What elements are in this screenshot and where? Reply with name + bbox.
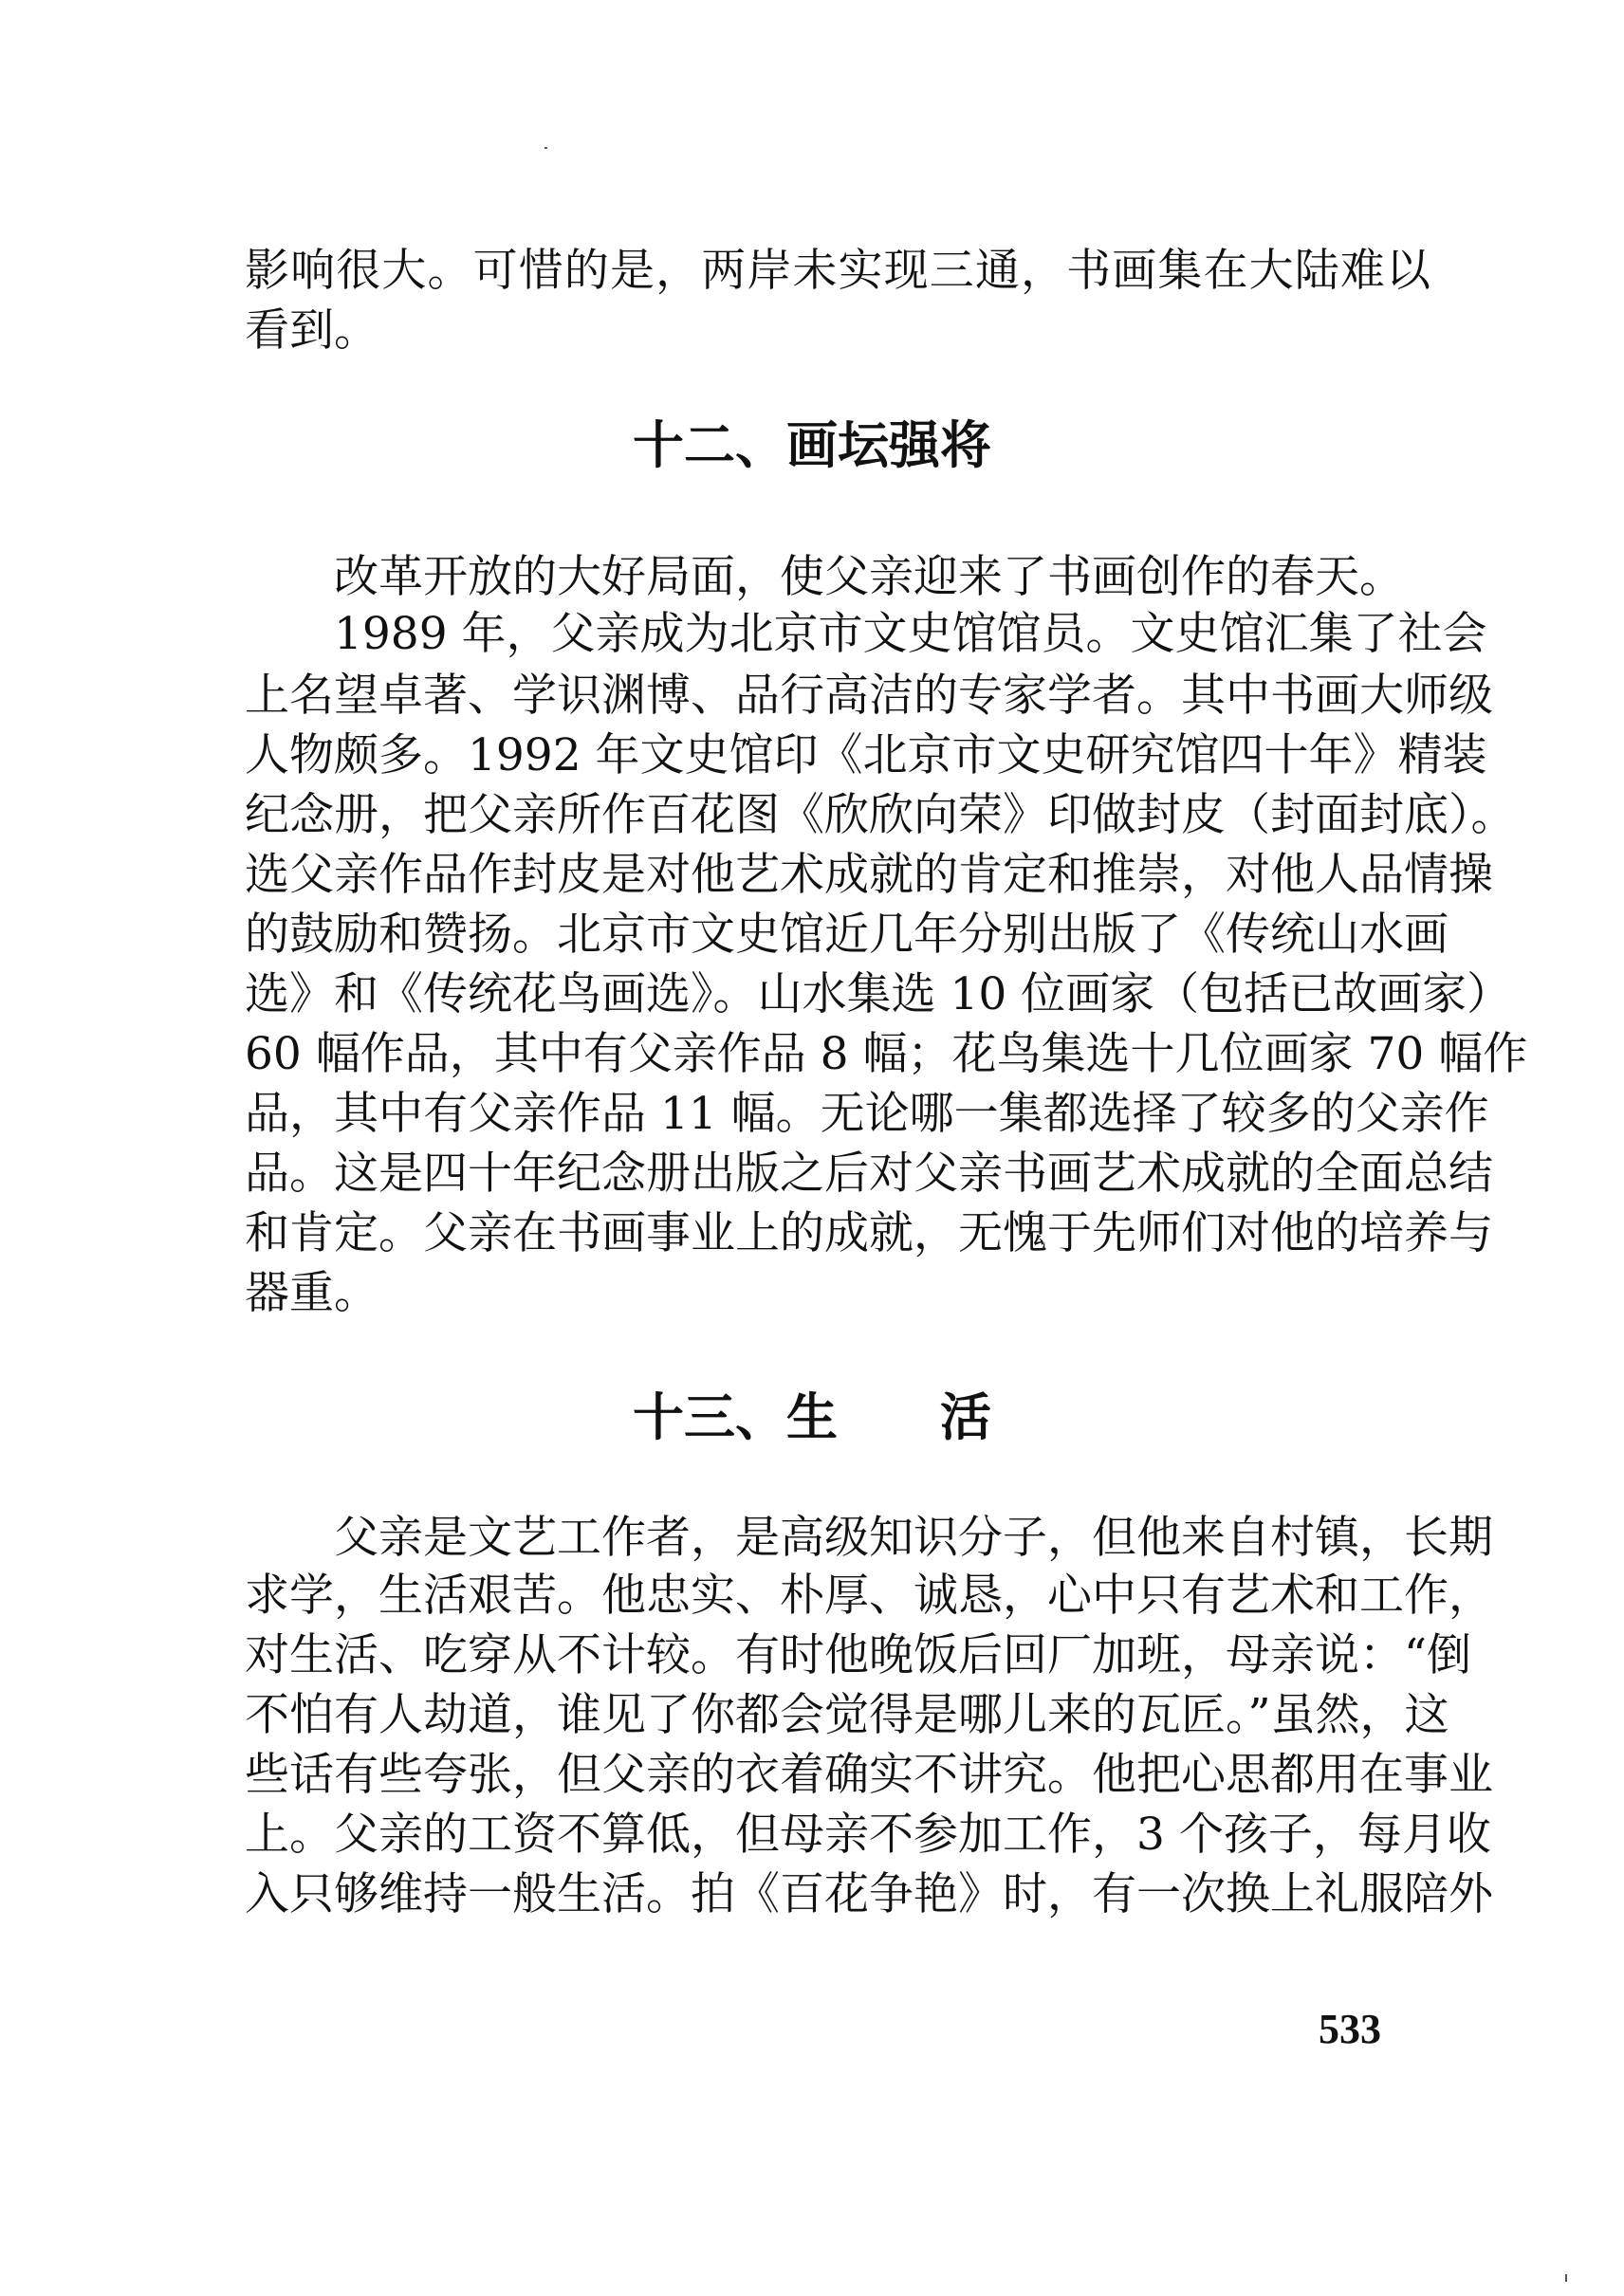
text-line: 求学，生活艰苦。他忠实、朴厚、诚恳，心中只有艺术和工作， xyxy=(245,1570,1493,1622)
text-line: 选》和《传统花鸟画选》。山水集选 10 位画家（包括已故画家） xyxy=(245,968,1512,1020)
section-heading-13: 十三、生 活 xyxy=(633,1387,991,1447)
text-line: 父亲是文艺工作者，是高级知识分子，但他来自村镇，长期 xyxy=(334,1512,1493,1564)
text-line: 影响很大。可惜的是，两岸未实现三通，书画集在大陆难以 xyxy=(245,245,1430,297)
text-line: 品。这是四十年纪念册出版之后对父亲书画艺术成就的全面总结 xyxy=(245,1148,1493,1200)
text-line: 1989 年，父亲成为北京市文史馆馆员。文史馆汇集了社会 xyxy=(334,608,1487,660)
scan-speck xyxy=(544,147,547,149)
text-line: 品，其中有父亲作品 11 幅。无论哪一集都选择了较多的父亲作 xyxy=(245,1088,1489,1140)
scan-speck xyxy=(1565,2274,1567,2282)
text-line: 些话有些夸张，但父亲的衣着确实不讲究。他把心思都用在事业 xyxy=(245,1749,1493,1801)
page-number: 533 xyxy=(1319,2006,1381,2052)
text-line: 不怕有人劫道，谁见了你都会觉得是哪儿来的瓦匠。”虽然，这 xyxy=(245,1689,1449,1741)
text-line: 上。父亲的工资不算低，但母亲不参加工作，3 个孩子，每月收 xyxy=(245,1809,1491,1861)
text-line: 纪念册，把父亲所作百花图《欣欣向荣》印做封皮（封面封底）。 xyxy=(245,789,1516,841)
text-line: 看到。 xyxy=(245,304,378,357)
text-line: 入只够维持一般生活。拍《百花争艳》时，有一次换上礼服陪外 xyxy=(245,1868,1493,1920)
section-heading-12: 十二、画坛强将 xyxy=(633,415,991,475)
text-line: 和肯定。父亲在书画事业上的成就，无愧于先师们对他的培养与 xyxy=(245,1207,1493,1259)
text-line: 对生活、吃穿从不计较。有时他晚饭后回厂加班，母亲说：“倒 xyxy=(245,1629,1472,1681)
text-line: 的鼓励和赞扬。北京市文史馆近几年分别出版了《传统山水画 xyxy=(245,909,1449,961)
text-line: 改革开放的大好局面，使父亲迎来了书画创作的春天。 xyxy=(334,551,1404,603)
text-line: 60 幅作品，其中有父亲作品 8 幅；花鸟集选十几位画家 70 幅作 xyxy=(245,1028,1528,1080)
text-line: 上名望卓著、学识渊博、品行高洁的专家学者。其中书画大师级 xyxy=(245,670,1493,722)
text-line: 选父亲作品作封皮是对他艺术成就的肯定和推崇，对他人品情操 xyxy=(245,849,1493,901)
text-line: 器重。 xyxy=(245,1267,378,1319)
text-line: 人物颇多。1992 年文史馆印《北京市文史研究馆四十年》精装 xyxy=(245,729,1487,781)
